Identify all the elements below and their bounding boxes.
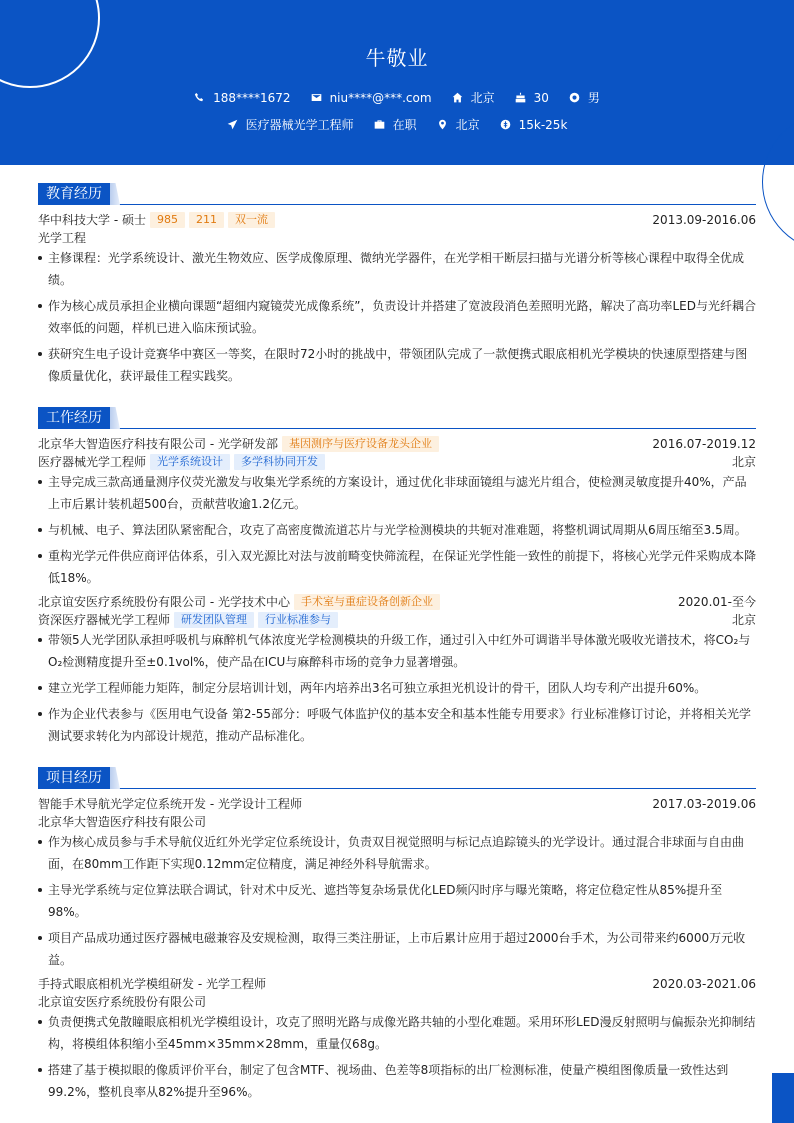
bullet-item: 获研究生电子设计竞赛华中赛区一等奖，在限时72小时的挑战中，带领团队完成了一款便携式眼底相机光学模块的快速原型搭建与图像质量优化，获评最佳工程实践奖。 (38, 343, 756, 387)
status-text: 在职 (392, 118, 417, 132)
bullet-item: 与机械、电子、算法团队紧密配合，攻克了高密度微流道芯片与光学检测模块的共轭对准难题，将整机调试周期从6周压缩至3.5周。 (38, 519, 756, 541)
email-item[interactable] (311, 91, 432, 105)
bullet-list (38, 831, 756, 971)
bullet-list (38, 471, 756, 589)
section-title: 教育经历 (38, 183, 110, 205)
section-header (38, 407, 756, 429)
home-item (452, 89, 495, 106)
status-item (374, 116, 417, 133)
education-entry (38, 211, 756, 387)
section-title: 项目经历 (38, 767, 110, 789)
role-name: 医疗器械光学工程师 (38, 455, 147, 469)
phone-item[interactable] (194, 91, 290, 105)
work-entry (38, 593, 756, 747)
project-name: 手持式眼底相机光学模组研发 - 光学工程师 (38, 977, 266, 991)
phone-text: 188****1672 (213, 90, 291, 105)
contact-row (0, 89, 794, 106)
send-icon (227, 119, 238, 130)
bullet-item: 建立光学工程师能力矩阵，制定分层培训计划，两年内培养出3名可独立承担光机设计的骨干，团队人均专利产出提升60%。 (38, 677, 756, 699)
age-text: 30 (533, 90, 549, 105)
status-icon (374, 119, 385, 130)
entry-date: 2017.03-2019.06 (652, 797, 756, 811)
entry-title-row (38, 593, 756, 611)
bullet-item: 项目产品成功通过医疗器械电磁兼容及安规检测，取得三类注册证，上市后累计应用于超过2000台手术，为公司带来约6000万元收益。 (38, 927, 756, 971)
role-tag: 研发团队管理 (174, 612, 254, 628)
section-header (38, 767, 756, 789)
salary-item (500, 118, 568, 132)
city-text: 北京 (455, 118, 480, 132)
bullet-item: 作为核心成员参与手术导航仪近红外光学定位系统设计，负责双目视觉照明与标记点追踪镜头的光学设计。通过混合非球面与自由曲面，在80mm工作距下实现0.12mm定位精度，满足神经外科导航需求。 (38, 831, 756, 875)
position-item (227, 116, 354, 133)
salary-icon (500, 119, 511, 130)
decorative-corner-block (772, 1073, 794, 1123)
mail-icon (311, 92, 322, 103)
entry-title-row (38, 975, 756, 993)
work-entry (38, 435, 756, 589)
entry-title-row (38, 211, 756, 229)
section-title: 工作经历 (38, 407, 110, 429)
section-title-tail (110, 407, 120, 429)
job-intent-row (0, 116, 794, 133)
bullet-item: 负责便携式免散瞳眼底相机光学模组设计，攻克了照明光路与成像光路共轴的小型化难题。采用环形LED漫反射照明与偏振杂光抑制结构，将模组体积缩小至45mm×35mm×28mm，重量仅68g。 (38, 1011, 756, 1055)
section-header (38, 183, 756, 205)
home-text: 北京 (470, 91, 495, 105)
major: 光学工程 (38, 231, 87, 245)
school-name: 华中科技大学 - 硕士 (38, 213, 146, 227)
company-name: 北京谊安医疗系统股份有限公司 - 光学技术中心 (38, 595, 290, 609)
project-entry (38, 975, 756, 1103)
entry-date: 2020.01-至今 (678, 595, 756, 609)
bullet-list (38, 1011, 756, 1103)
entry-subtitle-row (38, 453, 756, 471)
cake-icon (515, 92, 526, 103)
project-org: 北京谊安医疗系统股份有限公司 (38, 995, 207, 1009)
role-tag: 光学系统设计 (150, 454, 230, 470)
bullet-item: 作为核心成员承担企业横向课题“超细内窥镜荧光成像系统”，负责设计并搭建了宽波段消色差照明光路，解决了高功率LED与光纤耦合效率低的问题，样机已进入临床预试验。 (38, 295, 756, 339)
role-tag: 行业标准参与 (258, 612, 338, 628)
role-tag: 多学科协同开发 (234, 454, 325, 470)
email-text: niu****@***.com (329, 90, 432, 105)
company-tag: 手术室与重症设备创新企业 (294, 594, 440, 610)
entry-subtitle-row (38, 813, 756, 831)
entry-date: 2016.07-2019.12 (652, 437, 756, 451)
entry-date: 2013.09-2016.06 (652, 213, 756, 227)
entry-subtitle-row (38, 611, 756, 629)
gender-item (569, 89, 600, 106)
header-banner (0, 0, 794, 165)
section-title-tail (110, 183, 120, 205)
candidate-name: 牛敬业 (365, 46, 429, 70)
projects-section (38, 767, 756, 1107)
company-tag: 基因测序与医疗设备龙头企业 (282, 436, 439, 452)
gender-icon (569, 92, 580, 103)
bullet-list (38, 247, 756, 387)
position-text: 医疗器械光学工程师 (245, 118, 354, 132)
bullet-item: 主修课程：光学系统设计、激光生物效应、医学成像原理、微纳光学器件，在光学相干断层扫描与光谱分析等核心课程中取得全优成绩。 (38, 247, 756, 291)
phone-icon (194, 92, 205, 103)
bullet-list (38, 629, 756, 747)
school-tag: 985 (150, 212, 185, 228)
work-section (38, 407, 756, 751)
school-tag: 双一流 (228, 212, 275, 228)
project-org: 北京华大智造医疗科技有限公司 (38, 815, 207, 829)
work-city: 北京 (731, 455, 756, 469)
salary-text: 15k-25k (518, 117, 568, 132)
role-name: 资深医疗器械光学工程师 (38, 613, 171, 627)
project-entry (38, 795, 756, 971)
work-city: 北京 (731, 613, 756, 627)
entry-subtitle-row (38, 993, 756, 1011)
city-item (437, 116, 480, 133)
entry-subtitle-row (38, 229, 756, 247)
section-title-tail (110, 767, 120, 789)
project-name: 智能手术导航光学定位系统开发 - 光学设计工程师 (38, 797, 302, 811)
entry-title-row (38, 435, 756, 453)
bullet-item: 作为企业代表参与《医用电气设备 第2-55部分：呼吸气体监护仪的基本安全和基本性能专用要求》行业标准修订讨论，并将相关光学测试要求转化为内部设计规范，推动产品标准化。 (38, 703, 756, 747)
entry-date: 2020.03-2021.06 (652, 977, 756, 991)
location-icon (437, 119, 448, 130)
age-item (515, 91, 549, 105)
company-name: 北京华大智造医疗科技有限公司 - 光学研发部 (38, 437, 278, 451)
home-icon (452, 92, 463, 103)
bullet-item: 主导光学系统与定位算法联合调试，针对术中反光、遮挡等复杂场景优化LED频闪时序与曝光策略，将定位稳定性从85%提升至98%。 (38, 879, 756, 923)
bullet-item: 带领5人光学团队承担呼吸机与麻醉机气体浓度光学检测模块的升级工作，通过引入中红外可调谐半导体激光吸收光谱技术，将CO₂与O₂检测精度提升至±0.1vol%，使产品在ICU与麻醉科市场的竞争力显著增强。 (38, 629, 756, 673)
bullet-item: 搭建了基于模拟眼的像质评价平台，制定了包含MTF、视场曲、色差等8项指标的出厂检测标准，使量产模组图像质量一致性达到99.2%，整机良率从82%提升至96%。 (38, 1059, 756, 1103)
bullet-item: 主导完成三款高通量测序仪荧光激发与收集光学系统的方案设计，通过优化非球面镜组与滤光片组合，使检测灵敏度提升40%，产品上市后累计装机超500台，贡献营收逾1.2亿元。 (38, 471, 756, 515)
entry-title-row (38, 795, 756, 813)
gender-text: 男 (587, 91, 600, 105)
school-tag: 211 (189, 212, 224, 228)
education-section (38, 183, 756, 391)
bullet-item: 重构光学元件供应商评估体系，引入双光源比对法与波前畸变快筛流程，在保证光学性能一致性的前提下，将核心光学元件采购成本降低18%。 (38, 545, 756, 589)
